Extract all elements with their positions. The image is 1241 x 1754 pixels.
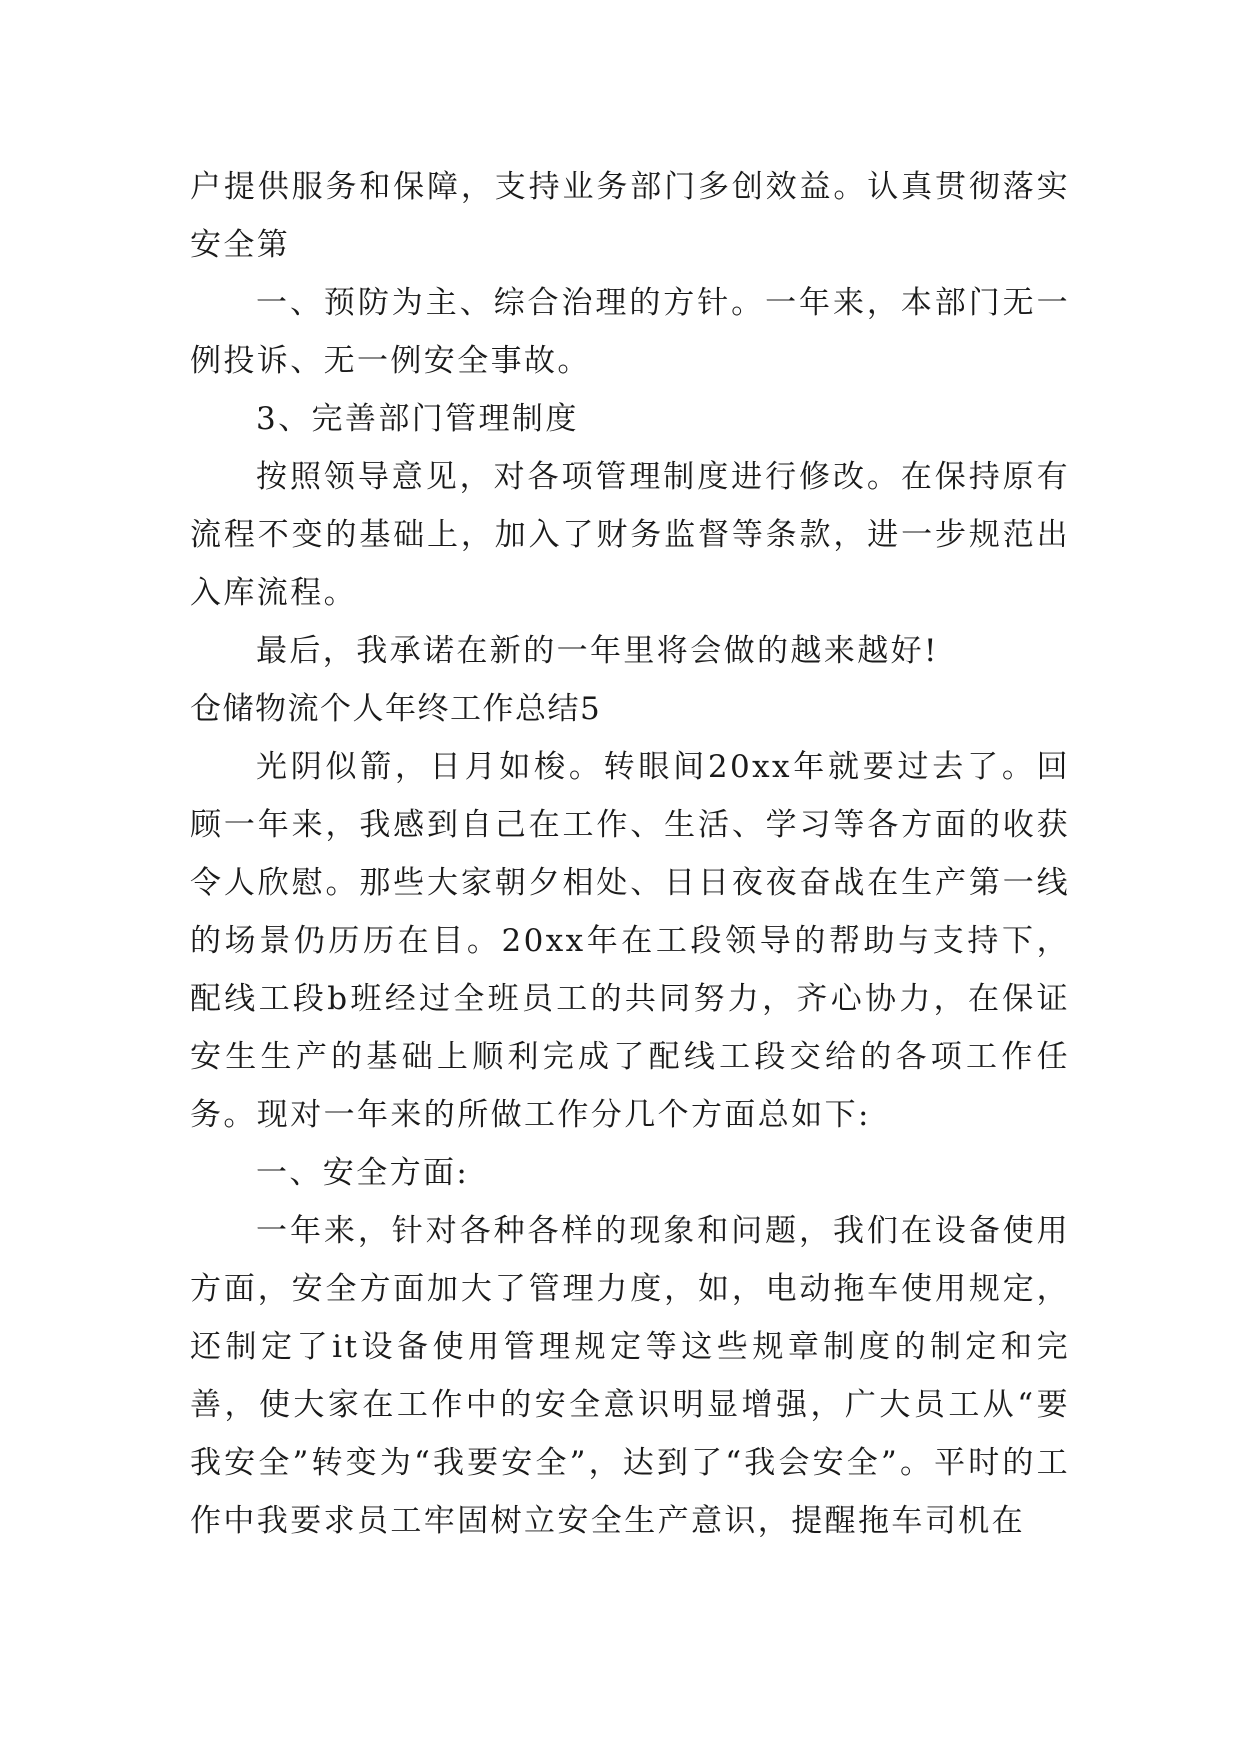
paragraph-2: 一、预防为主、综合治理的方针。一年来，本部门无一例投诉、无一例安全事故。 bbox=[190, 285, 1070, 379]
paragraph-7: 光阴似箭，日月如梭。转眼间20xx年就要过去了。回顾一年来，我感到自己在工作、生活、学习等各方面的收获令人欣慰。那些大家朝夕相处、日日夜夜奋战在生产第一线的场景仍历历在目。20xx年在工段领导的帮助与支持下，配线工段b班经过全班员工的共同努力，齐心协力，在保证安生生产的基础上顺利完成了配线工段交给的各项工作任务。现对一年来的所做工作分几个方面总如下: bbox=[190, 749, 1070, 1133]
section-heading-3: 3、完善部门管理制度 bbox=[256, 401, 579, 437]
document-title: 仓储物流个人年终工作总结5 bbox=[190, 691, 602, 727]
paragraph-9: 一年来，针对各种各样的现象和问题，我们在设备使用方面，安全方面加大了管理力度，如，电动拖车使用规定，还制定了it设备使用管理规定等这些规章制度的制定和完善，使大家在工作中的安全意识明显增强，广大员工从“要我安全”转变为“我要安全”，达到了“我会安全”。平时的工作中我要求员工牢固树立安全生产意识，提醒拖车司机在 bbox=[190, 1213, 1070, 1539]
paragraph-5: 最后，我承诺在新的一年里将会做的越来越好! bbox=[256, 633, 939, 669]
paragraph-4: 按照领导意见，对各项管理制度进行修改。在保持原有流程不变的基础上，加入了财务监督等条款，进一步规范出入库流程。 bbox=[190, 459, 1070, 611]
paragraph-1: 户提供服务和保障，支持业务部门多创效益。认真贯彻落实安全第 bbox=[190, 169, 1070, 263]
document-body bbox=[190, 158, 1070, 1550]
section-heading-safety: 一、安全方面: bbox=[256, 1155, 470, 1191]
